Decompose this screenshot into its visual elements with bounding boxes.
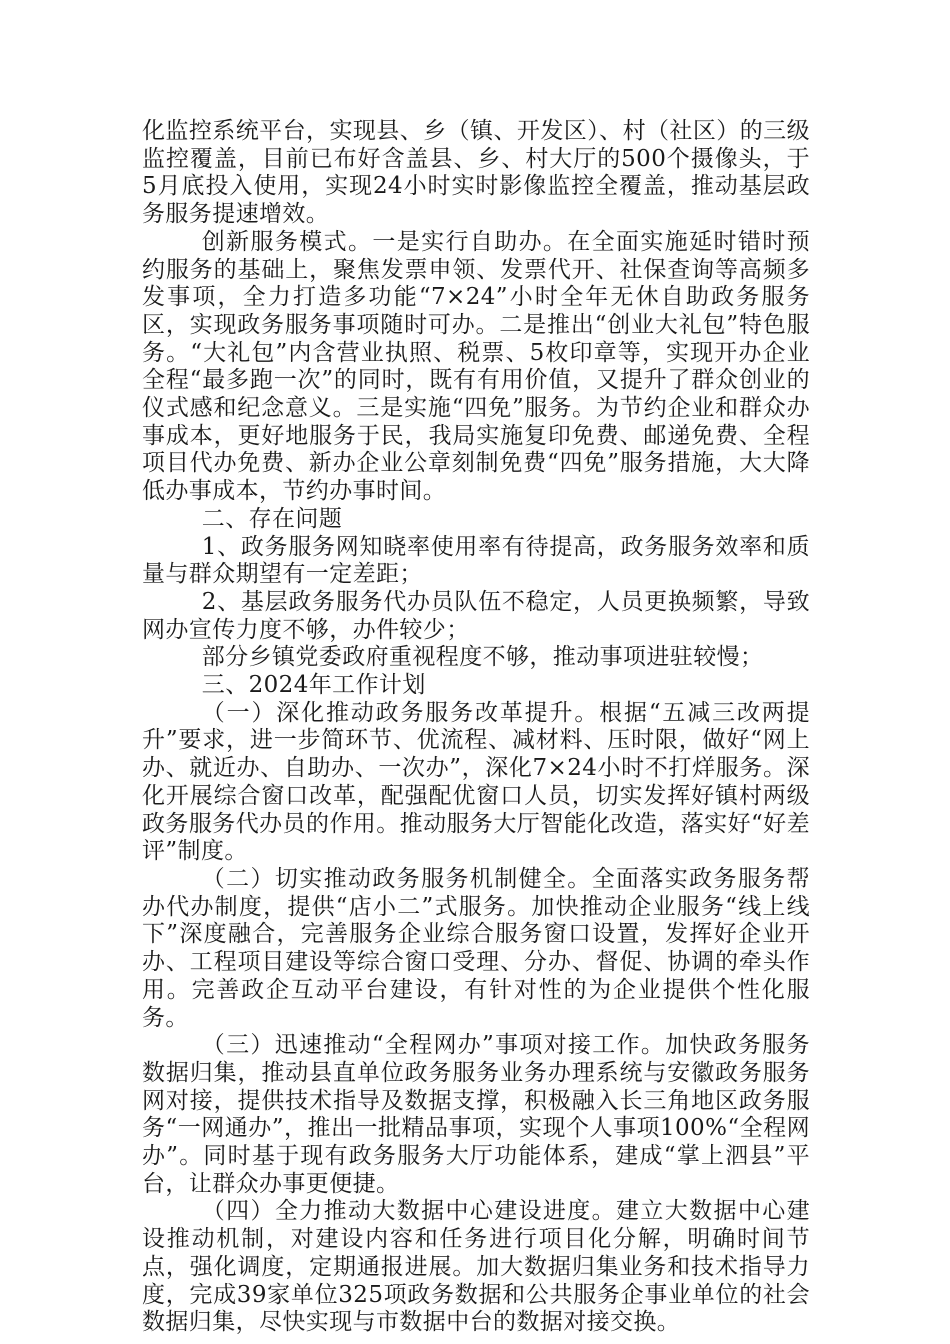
plan-item-4: （四）全力推动大数据中心建设进度。建立大数据中心建设推动机制，对建设内容和任务进行项目化分解，明确时间节点，强化调度，定期通报进展。加大数据归集业务和技术指导力度，完成39家单位325项政务数据和公共服务企事业单位的社会数据归集，尽快实现与市数据中台的数据对接交换。 <box>142 1198 810 1336</box>
document-body <box>142 118 810 1337</box>
paragraph-service-mode: 创新服务模式。一是实行自助办。在全面实施延时错时预约服务的基础上，聚焦发票申领、发票代开、社保查询等高频多发事项，全力打造多功能“7×24”小时全年无休自助政务服务区，实现政务服务事项随时可办。二是推出“创业大礼包”特色服务。“大礼包”内含营业执照、税票、5枚印章等，实现开办企业全程“最多跑一次”的同时，既有有用价值，又提升了群众创业的仪式感和纪念意义。三是实施“四免”服务。为节约企业和群众办事成本，更好地服务于民，我局实施复印免费、邮递免费、全程项目代办免费、新办企业公章刻制免费“四免”服务措施，大大降低办事成本，节约办事时间。 <box>142 228 810 505</box>
paragraph-monitoring: 化监控系统平台，实现县、乡（镇、开发区）、村（社区）的三级监控覆盖，目前已布好含盖县、乡、村大厅的500个摄像头，于5月底投入使用，实现24小时实时影像监控全覆盖，推动基层政务服务提速增效。 <box>142 118 810 228</box>
problem-item-2: 2、基层政务服务代办员队伍不稳定，人员更换频繁，导致网办宣传力度不够，办件较少； <box>142 588 810 643</box>
plan-item-2: （二）切实推动政务服务机制健全。全面落实政务服务帮办代办制度，提供“店小二”式服务。加快推动企业服务“线上线下”深度融合，完善服务企业综合服务窗口设置，发挥好企业开办、工程项目建设等综合窗口受理、分办、督促、协调的牵头作用。完善政企互动平台建设，有针对性的为企业提供个性化服务。 <box>142 865 810 1031</box>
problem-item-1: 1、政务服务网知晓率使用率有待提高，政务服务效率和质量与群众期望有一定差距； <box>142 533 810 588</box>
problem-item-3: 部分乡镇党委政府重视程度不够，推动事项进驻较慢； <box>201 644 764 671</box>
plan-item-1: （一）深化推动政务服务改革提升。根据“五减三改两提升”要求，进一步简环节、优流程、减材料、压时限，做好“网上办、就近办、自助办、一次办”，深化7×24小时不打烊服务。深化开展综合窗口改革，配强配优窗口人员，切实发挥好镇村两级政务服务代办员的作用。推动服务大厅智能化改造，落实好“好差评”制度。 <box>142 699 810 865</box>
section-heading-problems: 二、存在问题 <box>201 505 343 532</box>
plan-item-3: （三）迅速推动“全程网办”事项对接工作。加快政务服务数据归集，推动县直单位政务服务业务办理系统与安徽政务服务网对接，提供技术指导及数据支撑，积极融入长三角地区政务服务“一网通办”，推出一批精品事项，实现个人事项100%“全程网办”。同时基于现有政务服务大厅功能体系，建成“掌上泗县”平台，让群众办事更便捷。 <box>142 1032 810 1197</box>
section-heading-plan: 三、2024年工作计划 <box>201 672 426 699</box>
